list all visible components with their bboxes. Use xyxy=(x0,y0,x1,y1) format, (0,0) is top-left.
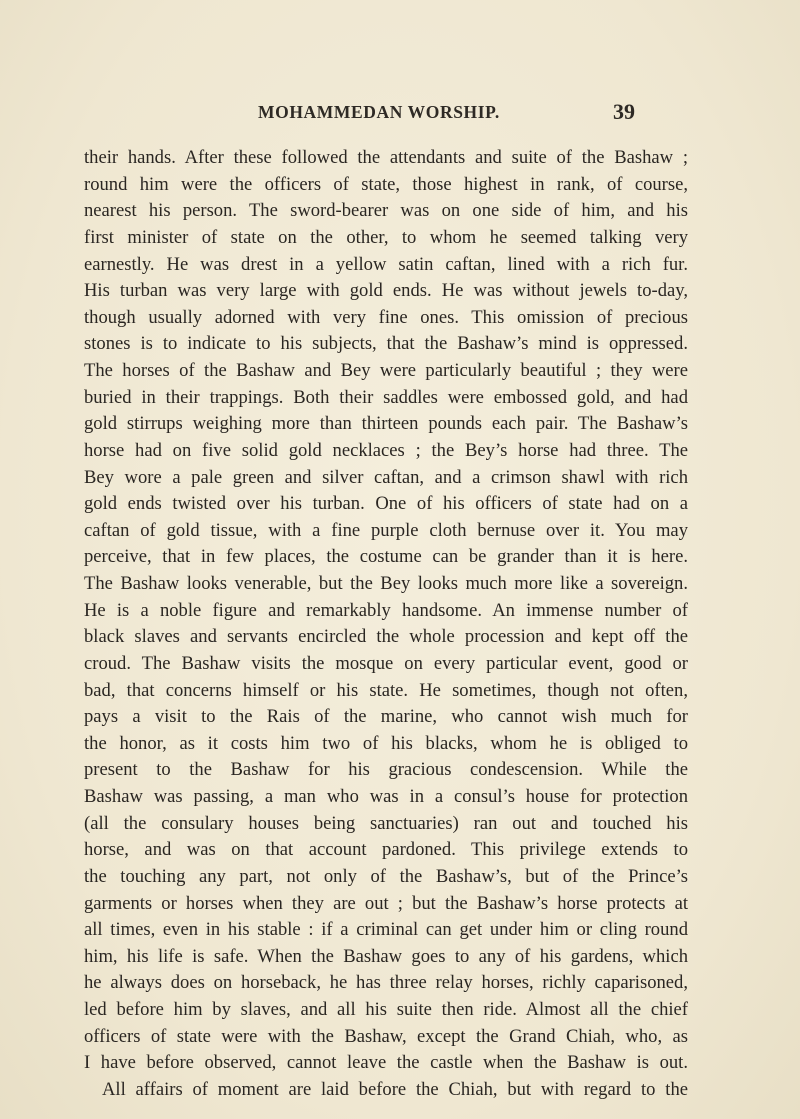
text-line: the honor, as it costs him two of his blacks, whom he is obliged to xyxy=(84,732,688,754)
body-text xyxy=(84,145,688,1104)
text-line: their hands. After these followed the attendants and suite of the Bashaw ; xyxy=(84,147,688,168)
text-line: stones is to indicate to his subjects, that the Bashaw’s mind is oppressed. xyxy=(84,333,688,355)
text-line: first minister of state on the other, to whom he seemed talking very xyxy=(84,226,688,248)
text-line: (all the consulary houses being sanctuaries) ran out and touched his xyxy=(84,812,688,834)
running-head: MOHAMMEDAN WORSHIP. xyxy=(258,102,500,122)
text-line: The horses of the Bashaw and Bey were particularly beautiful ; they were xyxy=(84,360,688,381)
text-line: gold stirrups weighing more than thirteen pounds each pair. The Bashaw’s xyxy=(84,413,688,435)
text-line: black slaves and servants encircled the whole procession and kept off the xyxy=(84,626,688,648)
text-line: His turban was very large with gold ends. He was without jewels to-day, xyxy=(84,280,688,302)
text-line: I have before observed, cannot leave the castle when the Bashaw is out. xyxy=(84,1052,688,1074)
text-line: perceive, that in few places, the costume can be grander than it is here. xyxy=(84,546,688,568)
text-line: the touching any part, not only of the Bashaw’s, but of the Prince’s xyxy=(84,865,688,887)
page-number: 39 xyxy=(613,99,635,124)
text-line: Bashaw was passing, a man who was in a consul’s house for protection xyxy=(84,786,688,807)
text-line: him, his life is safe. When the Bashaw goes to any of his gardens, which xyxy=(84,945,688,967)
text-line: He is a noble figure and remarkably handsome. An immense number of xyxy=(84,599,688,621)
text-line: croud. The Bashaw visits the mosque on every particular event, good or xyxy=(84,652,688,674)
text-line: officers of state were with the Bashaw, except the Grand Chiah, who, as xyxy=(84,1025,688,1047)
page-header xyxy=(0,100,800,128)
text-line: Bey wore a pale green and silver caftan, and a crimson shawl with rich xyxy=(84,466,688,488)
text-line: All affairs of moment are laid before the Chiah, but with regard to the xyxy=(102,1078,688,1100)
text-line: caftan of gold tissue, with a fine purple cloth bernuse over it. You may xyxy=(84,519,688,541)
text-line: nearest his person. The sword-bearer was on one side of him, and his xyxy=(84,200,688,222)
text-line: horse had on five solid gold necklaces ; the Bey’s horse had three. The xyxy=(84,439,688,461)
text-line: he always does on horseback, he has three relay horses, richly caparisoned, xyxy=(84,972,688,994)
text-line: round him were the officers of state, those highest in rank, of course, xyxy=(84,173,688,195)
text-line: bad, that concerns himself or his state. He sometimes, though not often, xyxy=(84,679,688,701)
text-line: garments or horses when they are out ; but the Bashaw’s horse protects at xyxy=(84,892,688,914)
text-line: earnestly. He was drest in a yellow satin caftan, lined with a rich fur. xyxy=(84,253,688,275)
text-line: though usually adorned with very fine ones. This omission of precious xyxy=(84,306,688,328)
text-line: buried in their trappings. Both their saddles were embossed gold, and had xyxy=(84,386,688,408)
text-line: gold ends twisted over his turban. One of his officers of state had on a xyxy=(84,493,688,515)
text-line: all times, even in his stable : if a criminal can get under him or cling round xyxy=(84,919,688,941)
text-line: pays a visit to the Rais of the marine, who cannot wish much for xyxy=(84,706,688,728)
text-line: led before him by slaves, and all his suite then ride. Almost all the chief xyxy=(84,999,688,1020)
text-line: The Bashaw looks venerable, but the Bey looks much more like a sovereign. xyxy=(84,573,688,594)
text-line: present to the Bashaw for his gracious condescension. While the xyxy=(84,759,688,781)
text-line: horse, and was on that account pardoned. This privilege extends to xyxy=(84,839,688,861)
